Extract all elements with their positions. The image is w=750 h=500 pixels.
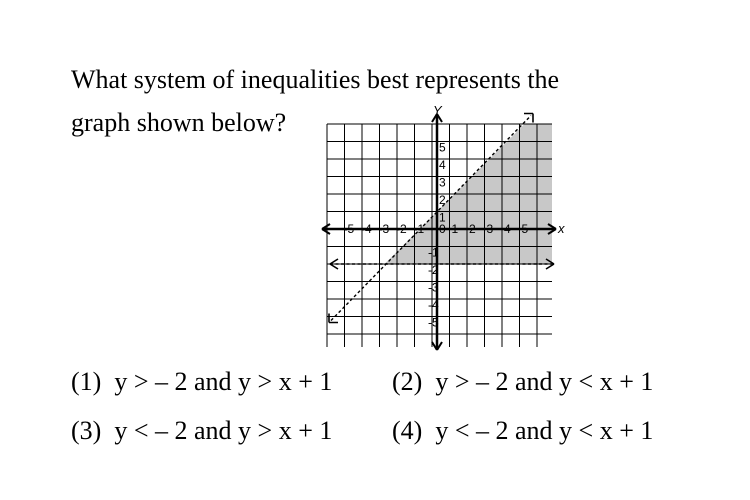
y-tick-label: -4 — [428, 298, 439, 312]
x-tick-label: -1 — [413, 222, 425, 236]
x-tick-label: 4 — [504, 222, 511, 236]
choice-1-number: (1) — [71, 367, 102, 396]
y-tick-label: 3 — [439, 175, 446, 190]
coordinate-graph — [320, 103, 570, 352]
y-tick-label: 5 — [439, 140, 446, 155]
x-tick-label: -2 — [396, 222, 407, 236]
choice-2[interactable] — [392, 369, 653, 395]
y-tick-label: -5 — [428, 315, 439, 330]
x-tick-label: 2 — [469, 222, 476, 236]
choice-4-text: y < – 2 and y < x + 1 — [435, 416, 654, 445]
choice-2-text: y > – 2 and y < x + 1 — [435, 367, 654, 396]
x-tick-label: -5 — [343, 222, 355, 236]
y-tick-label: 4 — [439, 158, 446, 172]
y-tick-label: -3 — [428, 280, 439, 295]
x-tick-label: 5 — [521, 222, 529, 236]
y-tick-label: -1 — [428, 245, 439, 260]
y-axis-label: Y — [433, 103, 442, 118]
choice-4[interactable] — [392, 418, 653, 444]
question-line-2: graph shown below? — [71, 108, 287, 137]
y-tick-label: -2 — [428, 263, 439, 277]
choice-4-number: (4) — [392, 416, 423, 445]
choice-3-text: y < – 2 and y > x + 1 — [114, 416, 333, 445]
choice-1[interactable] — [71, 369, 332, 395]
x-tick-label: 1 — [451, 222, 459, 236]
x-tick-label: 0 — [439, 222, 446, 236]
y-tick-label: 2 — [439, 193, 446, 207]
x-tick-label: -3 — [378, 222, 390, 236]
x-axis-label: x — [558, 221, 565, 236]
choice-3-number: (3) — [71, 416, 102, 445]
choice-2-number: (2) — [392, 367, 423, 396]
question-line-1: What system of inequalities best represents the — [71, 65, 560, 94]
x-tick-label: -4 — [361, 222, 372, 236]
choice-3[interactable] — [71, 418, 332, 444]
y-tick-label: 1 — [439, 210, 446, 225]
x-tick-label: 3 — [486, 222, 494, 236]
choice-1-text: y > – 2 and y > x + 1 — [114, 367, 333, 396]
